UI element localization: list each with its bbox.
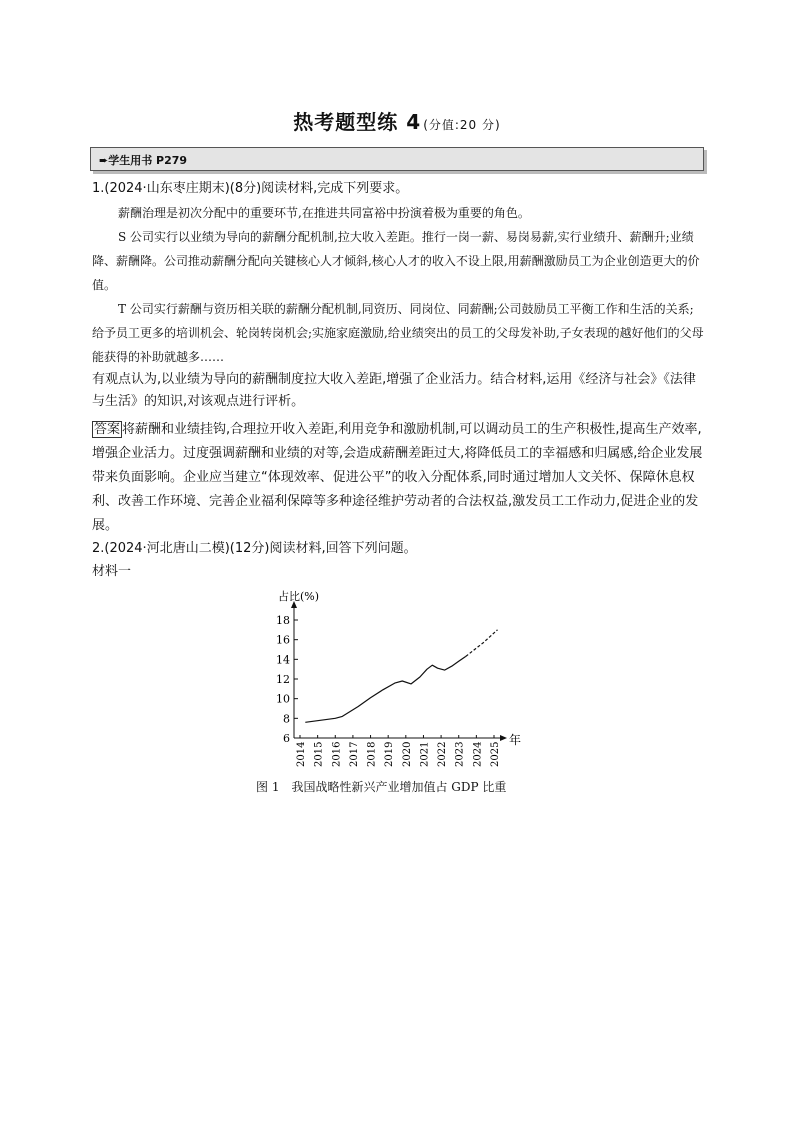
y-tick-label: 6	[283, 732, 290, 745]
series-line	[305, 656, 466, 722]
answer-text: 将薪酬和业绩挂钩,合理拉开收入差距,利用竞争和激励机制,可以调动员工的生产积极性,提高生产效率,增强企业活力。过度强调薪酬和业绩的对等,会造成薪酬差距过大,将降低员工的幸福感和归属感,给企业发展带来负面影响。企业应当建立“体现效率、促进公平”的收入分配体系,同时通过增加人文关怀、保障休息权利、改善工作环境、完善企业福利保障等多种途径维护劳动者的合法权益,激发员工工作动力,促进企业的发展。	[92, 422, 703, 533]
chart-caption: 图 1 我国战略性新兴产业增加值占 GDP 比重	[256, 780, 507, 794]
material-paragraph: 薪酬治理是初次分配中的重要环节,在推进共同富裕中扮演着极为重要的角色。	[118, 206, 530, 220]
student-book-banner	[90, 147, 704, 171]
y-tick-label: 8	[283, 712, 290, 726]
x-tick-label: 2015	[313, 741, 325, 767]
x-tick-label: 2024	[472, 741, 484, 767]
x-axis-label: 年	[509, 733, 522, 747]
answer-tag: 答案	[94, 422, 121, 437]
x-axis-arrow	[500, 735, 507, 741]
series-line-projected	[466, 630, 498, 657]
y-tick-label: 14	[276, 653, 290, 667]
x-tick-label: 2016	[331, 741, 343, 767]
material-paragraph: S 公司实行以业绩为导向的薪酬分配机制,拉大收入差距。推行一岗一薪、易岗易薪,实行业绩升、薪酬升;业绩降、薪酬降。公司推动薪酬分配向关键核心人才倾斜,核心人才的收入不设上限,用薪酬激励员工为企业创造更大的价值。	[92, 230, 700, 292]
banner-label: ➨学生用书 P279	[99, 154, 188, 167]
x-tick-label: 2017	[348, 741, 360, 767]
x-tick-label: 2014	[296, 741, 307, 767]
y-tick-label: 18	[276, 614, 290, 627]
title-main: 热考题型练 4	[293, 110, 422, 134]
x-tick-label: 2020	[401, 741, 413, 767]
x-tick-label: 2019	[384, 741, 396, 767]
x-tick-label: 2021	[419, 741, 431, 767]
title-score: (分值:20 分)	[423, 118, 501, 132]
x-tick-label: 2023	[454, 741, 466, 767]
material-paragraph: T 公司实行薪酬与资历相关联的薪酬分配机制,同资历、同岗位、同薪酬;公司鼓励员工平衡工作和生活的关系;给予员工更多的培训机会、轮岗转岗机会;实施家庭激励,给业绩突出的员工的父母发补助,子女表现的越好他们的父母能获得的补助就越多……	[92, 302, 704, 364]
question-1-material	[92, 201, 704, 369]
question-1-answer	[92, 418, 704, 538]
x-tick-label: 2018	[366, 741, 378, 767]
question-1-prompt: 1.(2024·山东枣庄期末)(8分)阅读材料,完成下列要求。	[92, 181, 409, 196]
y-axis-label: 占比(%)	[278, 590, 320, 603]
material-one-label: 材料一	[92, 564, 132, 579]
x-tick-label: 2025	[490, 741, 501, 767]
question-1-question: 有观点认为,以业绩为导向的薪酬制度拉大收入差距,增强了企业活力。结合材料,运用《经济与社会》《法律与生活》的知识,对该观点进行评析。	[92, 372, 696, 409]
y-tick-label: 12	[276, 673, 290, 686]
page-title	[0, 106, 794, 135]
y-tick-label: 10	[276, 692, 290, 706]
line-chart	[270, 588, 530, 773]
x-tick-label: 2022	[437, 741, 449, 767]
question-2-prompt: 2.(2024·河北唐山二模)(12分)阅读材料,回答下列问题。	[92, 541, 417, 556]
y-tick-label: 16	[276, 633, 290, 647]
